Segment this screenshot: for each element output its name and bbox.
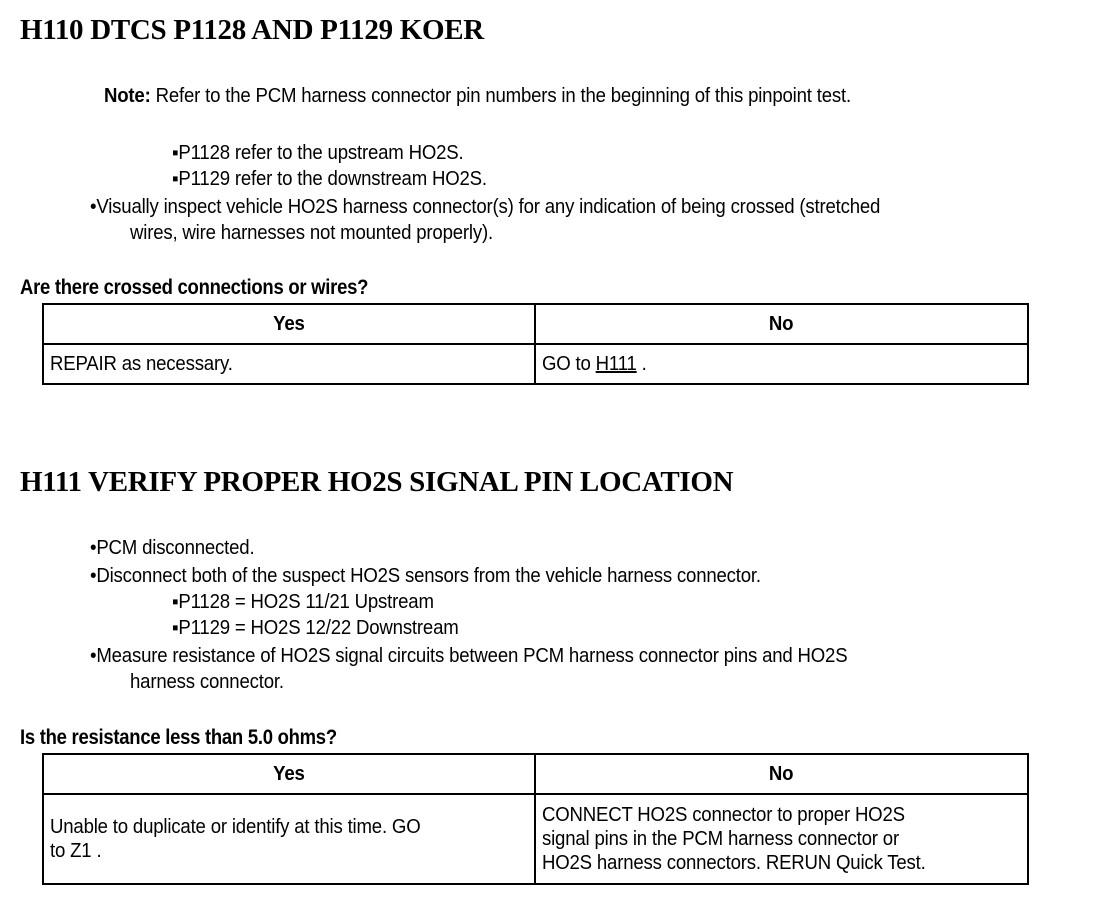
yes-cell: REPAIR as necessary. — [43, 344, 535, 384]
bullet: •Visually inspect vehicle HO2S harness connector(s) for any indication of being crossed (stretched — [90, 196, 881, 218]
sub-bullet-text: P1128 = HO2S 11/21 Upstream — [178, 591, 434, 613]
bullet-text: Disconnect both of the suspect HO2S sensors from the vehicle harness connector. — [96, 565, 761, 587]
bullet: •PCM disconnected. — [90, 537, 255, 559]
sub-bullet: ▪P1128 = HO2S 11/21 Upstream — [172, 591, 434, 613]
h111-link[interactable]: H111 — [595, 353, 637, 375]
no-header: No — [535, 754, 1028, 794]
bullet-continuation: wires, wire harnesses not mounted properly). — [130, 222, 493, 244]
sub-bullet-text: P1129 = HO2S 12/22 Downstream — [178, 617, 459, 639]
note-label: Note: — [104, 85, 151, 107]
bullet-text: Visually inspect vehicle HO2S harness connector(s) for any indication of being crossed (stretched — [96, 196, 881, 218]
bullet-text: Measure resistance of HO2S signal circuits between PCM harness connector pins and HO2S — [96, 645, 848, 667]
yes-header: Yes — [43, 304, 535, 344]
note-text: Refer to the PCM harness connector pin numbers in the beginning of this pinpoint test. — [150, 85, 851, 107]
sub-bullet-text: P1128 refer to the upstream HO2S. — [178, 142, 464, 164]
sub-bullet-text: P1129 refer to the downstream HO2S. — [178, 168, 487, 190]
sub-bullet: ▪P1129 = HO2S 12/22 Downstream — [172, 617, 459, 639]
no-header: No — [535, 304, 1028, 344]
bullet: •Measure resistance of HO2S signal circuits between PCM harness connector pins and HO2S — [90, 645, 848, 667]
section-title-h111: H111 VERIFY PROPER HO2S SIGNAL PIN LOCATION — [20, 466, 734, 498]
question: Is the resistance less than 5.0 ohms? — [20, 726, 337, 749]
bullet-text: PCM disconnected. — [96, 537, 255, 559]
sub-bullet: ▪P1128 refer to the upstream HO2S. — [172, 142, 464, 164]
note-line — [104, 83, 851, 109]
answer-table-h110 — [42, 303, 1029, 385]
no-cell: GO to H111 . — [535, 344, 1028, 384]
yes-cell: Unable to duplicate or identify at this time. GO to Z1 . — [43, 794, 535, 884]
sub-bullet: ▪P1129 refer to the downstream HO2S. — [172, 168, 487, 190]
bullet: •Disconnect both of the suspect HO2S sensors from the vehicle harness connector. — [90, 565, 761, 587]
question: Are there crossed connections or wires? — [20, 276, 369, 299]
answer-table-h111 — [42, 753, 1029, 885]
yes-header: Yes — [43, 754, 535, 794]
no-cell: CONNECT HO2S connector to proper HO2S signal pins in the PCM harness connector or HO2S harness connectors. RERUN Quick Test. — [535, 794, 1028, 884]
bullet-continuation: harness connector. — [130, 671, 284, 693]
section-title-h110: H110 DTCS P1128 AND P1129 KOER — [20, 14, 484, 46]
